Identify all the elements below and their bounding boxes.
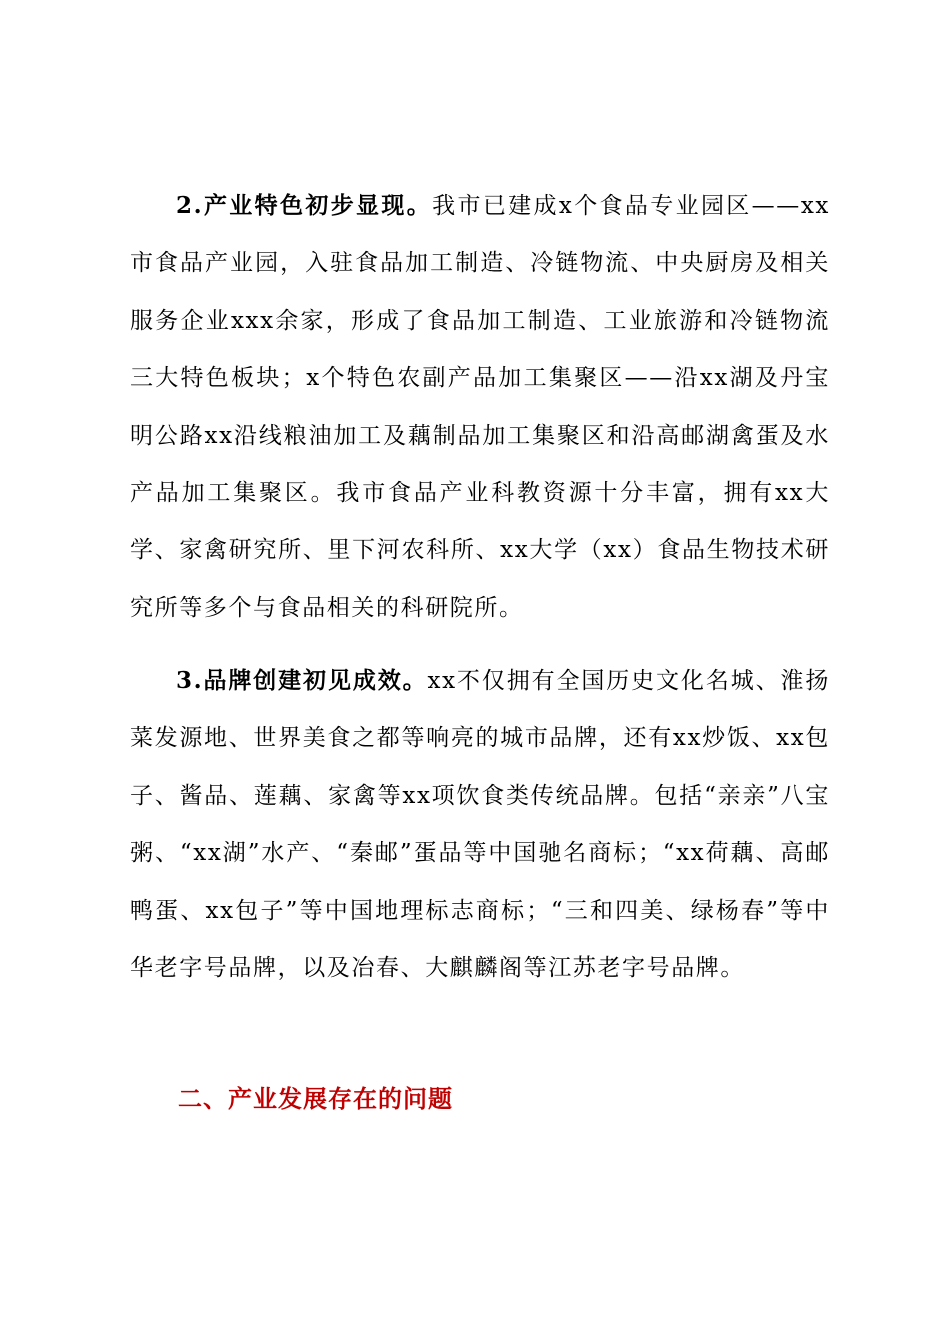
- section-heading: 二、产业发展存在的问题: [178, 1085, 453, 1113]
- paragraph-brand-building: [130, 652, 830, 997]
- paragraph-body-text: xx不仅拥有全国历史文化名城、淮扬菜发源地、世界美食之都等响亮的城市品牌，还有xx炒饭、xx包子、酱品、莲藕、家禽等xx项饮食类传统品牌。包括“亲亲”八宝粥、“xx湖”水产、“秦邮”蛋品等中国驰名商标；“xx荷藕、高邮鸭蛋、xx包子”等中国地理标志商标；“三和四美、绿杨春”等中华老字号品牌，以及冶春、大麒麟阁等江苏老字号品牌。: [130, 668, 830, 982]
- paragraph-lead-title: 3.品牌创建初见成效。: [176, 667, 428, 694]
- paragraph-lead-title: 2.产业特色初步显现。: [176, 192, 433, 219]
- paragraph-body-text: 我市已建成x个食品专业园区——xx市食品产业园，入驻食品加工制造、冷链物流、中央厨房及相关服务企业xxx余家，形成了食品加工制造、工业旅游和冷链物流三大特色板块；x个特色农副产品加工集聚区——沿xx湖及丹宝明公路xx沿线粮油加工及藕制品加工集聚区和沿高邮湖禽蛋及水产品加工集聚区。我市食品产业科教资源十分丰富，拥有xx大学、家禽研究所、里下河农科所、xx大学（xx）食品生物技术研究所等多个与食品相关的科研院所。: [130, 193, 830, 621]
- paragraph-industry-features: [130, 177, 830, 637]
